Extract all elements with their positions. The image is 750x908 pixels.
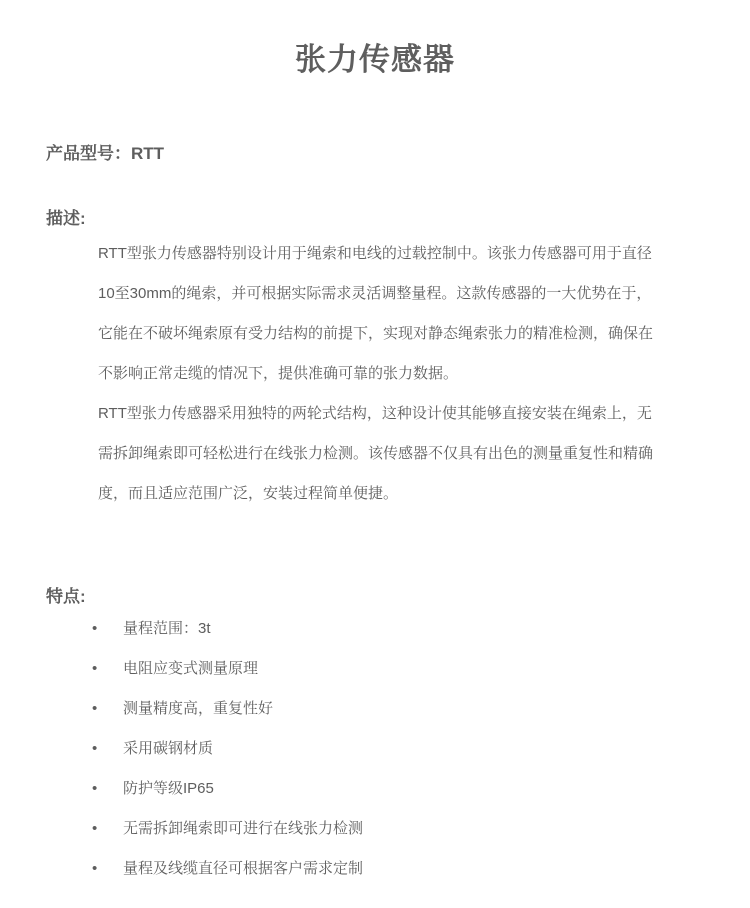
description-line: 10至30mm的绳索，并可根据实际需求灵活调整量程。这款传感器的一大优势在于， bbox=[98, 285, 652, 302]
product-model-value: RTT bbox=[131, 144, 165, 163]
description-line: 它能在不破坏绳索原有受力结构的前提下，实现对静态绳索张力的精准检测，确保在 bbox=[98, 325, 654, 342]
bullet-icon: • bbox=[92, 700, 98, 717]
bullet-icon: • bbox=[92, 740, 98, 757]
feature-item bbox=[90, 729, 363, 769]
feature-text: 防护等级IP65 bbox=[123, 780, 214, 797]
description-line: 需拆卸绳索即可轻松进行在线张力检测。该传感器不仅具有出色的测量重复性和精确 bbox=[98, 445, 654, 462]
feature-text: 测量精度高，重复性好 bbox=[123, 700, 274, 717]
feature-text: 电阻应变式测量原理 bbox=[123, 660, 259, 677]
bullet-icon: • bbox=[92, 780, 98, 797]
feature-text: 采用碳钢材质 bbox=[123, 740, 214, 757]
feature-item bbox=[90, 849, 363, 889]
product-model-label: 产品型号： bbox=[46, 144, 131, 163]
feature-item bbox=[90, 649, 363, 689]
description-line: 度，而且适应范围广泛，安装过程简单便捷。 bbox=[98, 485, 399, 502]
feature-item bbox=[90, 689, 363, 729]
description-heading: 描述: bbox=[46, 209, 86, 228]
bullet-icon: • bbox=[92, 860, 98, 877]
bullet-icon: • bbox=[92, 820, 98, 837]
product-model-line bbox=[46, 142, 164, 166]
feature-text: 量程及线缆直径可根据客户需求定制 bbox=[123, 860, 364, 877]
description-line: RTT型张力传感器特别设计用于绳索和电线的过载控制中。该张力传感器可用于直径 bbox=[98, 245, 652, 262]
description-line: 不影响正常走缆的情况下，提供准确可靠的张力数据。 bbox=[98, 365, 459, 382]
page-title: 张力传感器 bbox=[295, 42, 455, 77]
feature-item bbox=[90, 769, 363, 809]
bullet-icon: • bbox=[92, 660, 98, 677]
features-heading: 特点: bbox=[46, 587, 86, 606]
feature-text: 量程范围：3t bbox=[123, 620, 211, 637]
description-line: RTT型张力传感器采用独特的两轮式结构，这种设计使其能够直接安装在绳索上，无 bbox=[98, 405, 652, 422]
feature-item bbox=[90, 609, 363, 649]
bullet-icon: • bbox=[92, 620, 98, 637]
feature-text: 无需拆卸绳索即可进行在线张力检测 bbox=[123, 820, 364, 837]
description-body bbox=[98, 234, 653, 514]
feature-item bbox=[90, 809, 363, 849]
features-list bbox=[90, 609, 363, 889]
